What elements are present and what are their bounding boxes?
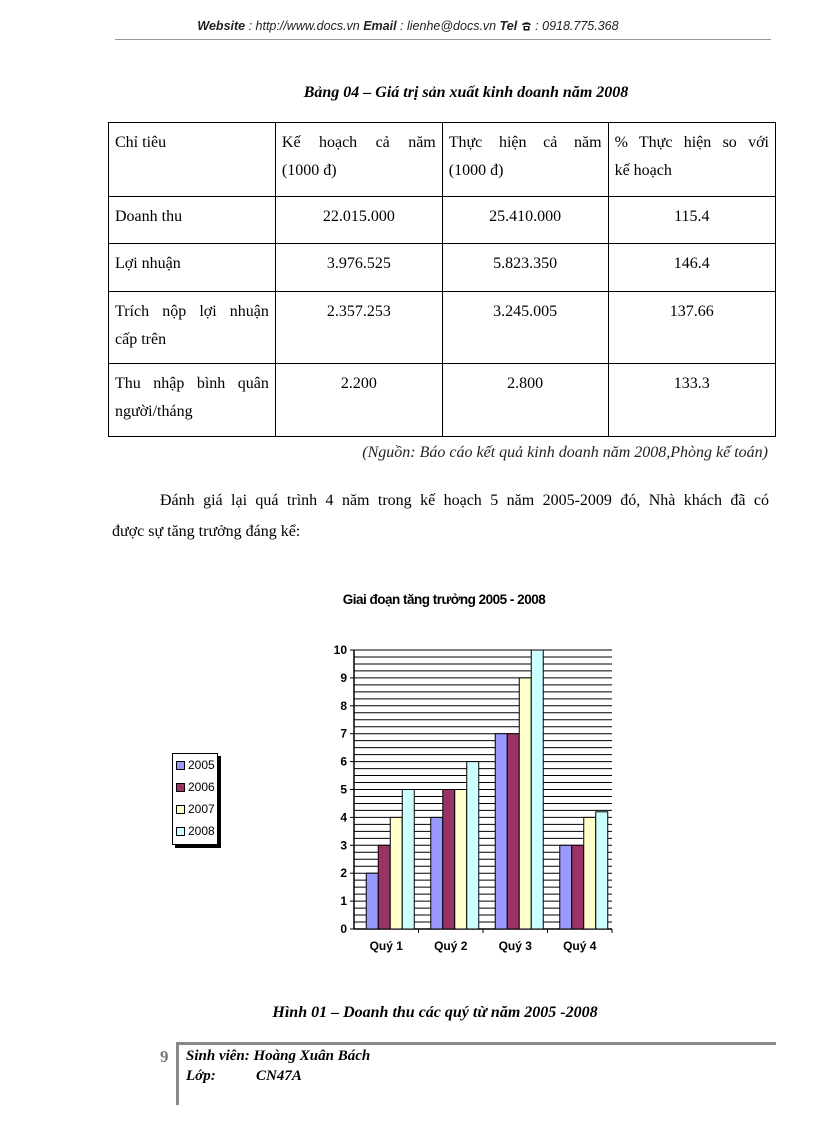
legend-item bbox=[173, 776, 217, 798]
plan-value: 2.200 bbox=[275, 364, 442, 437]
bar bbox=[572, 845, 584, 929]
row-label: Lợi nhuận bbox=[109, 244, 276, 292]
bar bbox=[584, 817, 596, 929]
row-label: Thu nhập bình quân người/tháng bbox=[109, 364, 276, 437]
website-value[interactable]: : http://www.docs.vn bbox=[245, 19, 364, 33]
y-tick-label: 9 bbox=[340, 670, 347, 685]
legend-label: 2008 bbox=[188, 824, 215, 838]
student-label: Sinh viên: bbox=[186, 1048, 250, 1064]
body-paragraph bbox=[112, 485, 769, 547]
plan-value: 3.976.525 bbox=[275, 244, 442, 292]
y-tick-label: 2 bbox=[340, 866, 347, 881]
legend-label: 2005 bbox=[188, 758, 215, 772]
page-header bbox=[0, 19, 816, 33]
y-tick-label: 5 bbox=[340, 782, 347, 797]
legend-swatch bbox=[176, 783, 185, 792]
bar bbox=[443, 790, 455, 930]
y-tick-label: 7 bbox=[340, 726, 347, 741]
phone-icon bbox=[521, 21, 532, 31]
email-value[interactable]: : lienhe@docs.vn bbox=[396, 19, 500, 33]
actual-value: 3.245.005 bbox=[442, 292, 608, 364]
footer-vertical-rule bbox=[176, 1042, 179, 1105]
bar bbox=[467, 762, 479, 929]
percent-value: 137.66 bbox=[608, 292, 775, 364]
percent-value: 133.3 bbox=[608, 364, 775, 437]
table-row bbox=[109, 364, 776, 437]
bar bbox=[390, 817, 402, 929]
row-label: Trích nộp lợi nhuận cấp trên bbox=[109, 292, 276, 364]
footer-divider bbox=[176, 1042, 776, 1045]
table-source-note: (Nguồn: Báo cáo kết quả kinh doanh năm 2008,Phòng kế toán) bbox=[362, 444, 768, 461]
bar bbox=[507, 734, 519, 929]
header-cell-plan: Kế hoạch cả năm (1000 đ) bbox=[275, 123, 442, 197]
bar bbox=[402, 790, 414, 930]
plan-value: 22.015.000 bbox=[275, 197, 442, 244]
legend-swatch bbox=[176, 827, 185, 836]
page-number: 9 bbox=[160, 1047, 169, 1066]
y-tick-label: 1 bbox=[340, 894, 347, 909]
x-tick-label: Quý 4 bbox=[563, 939, 597, 953]
table-title: Bảng 04 – Giá trị sản xuất kinh doanh năm 2008 bbox=[303, 84, 629, 101]
bar bbox=[366, 873, 378, 929]
bar bbox=[560, 845, 572, 929]
bar bbox=[495, 734, 507, 929]
website-label: Website bbox=[197, 19, 246, 33]
y-tick-label: 0 bbox=[340, 922, 347, 936]
class-label: Lớp: bbox=[186, 1068, 216, 1084]
chart-legend bbox=[172, 753, 218, 845]
figure-caption: Hình 01 – Doanh thu các quý từ năm 2005 -2008 bbox=[272, 1004, 598, 1021]
footer-info bbox=[186, 1046, 370, 1086]
plan-value: 2.357.253 bbox=[275, 292, 442, 364]
header-cell-actual: Thực hiện cả năm (1000 đ) bbox=[442, 123, 608, 197]
table-row bbox=[109, 244, 776, 292]
bar bbox=[596, 812, 608, 929]
y-tick-label: 3 bbox=[340, 838, 347, 853]
student-name: Hoàng Xuân Bách bbox=[253, 1048, 371, 1064]
table-row bbox=[109, 197, 776, 244]
paragraph-line-1: Đánh giá lại quá trình 4 năm trong kế hoạch 5 năm 2005-2009 đó, Nhà khách đã có bbox=[160, 492, 769, 509]
legend-item bbox=[173, 798, 217, 820]
table-header-row bbox=[109, 123, 776, 197]
x-tick-label: Quý 3 bbox=[498, 939, 532, 953]
bar bbox=[378, 845, 390, 929]
class-name: CN47A bbox=[256, 1068, 302, 1084]
table-row bbox=[109, 292, 776, 364]
bar bbox=[519, 678, 531, 929]
legend-item bbox=[173, 754, 217, 776]
bar bbox=[455, 790, 467, 930]
email-label: Email bbox=[363, 19, 397, 33]
header-cell-indicator: Chỉ tiêu bbox=[109, 123, 276, 197]
y-tick-label: 8 bbox=[340, 698, 347, 713]
paragraph-line-2: được sự tăng trưởng đáng kể: bbox=[112, 523, 301, 540]
legend-item bbox=[173, 820, 217, 842]
actual-value: 2.800 bbox=[442, 364, 608, 437]
header-cell-percent: % Thực hiện so với kế hoạch bbox=[608, 123, 775, 197]
legend-swatch bbox=[176, 805, 185, 814]
actual-value: 25.410.000 bbox=[442, 197, 608, 244]
x-tick-label: Quý 2 bbox=[434, 939, 468, 953]
y-tick-label: 4 bbox=[340, 810, 347, 825]
header-divider bbox=[115, 39, 771, 40]
percent-value: 146.4 bbox=[608, 244, 775, 292]
chart-title: Giai đoạn tăng trưởng 2005 - 2008 bbox=[342, 592, 546, 607]
tel-label: Tel bbox=[499, 19, 518, 33]
bar bbox=[531, 650, 543, 929]
actual-value: 5.823.350 bbox=[442, 244, 608, 292]
growth-bar-chart bbox=[320, 638, 620, 964]
production-value-table bbox=[108, 122, 776, 437]
bar bbox=[431, 817, 443, 929]
y-tick-label: 6 bbox=[340, 754, 347, 769]
legend-label: 2007 bbox=[188, 802, 215, 816]
row-label: Doanh thu bbox=[109, 197, 276, 244]
legend-label: 2006 bbox=[188, 780, 215, 794]
legend-swatch bbox=[176, 761, 185, 770]
tel-value: : 0918.775.368 bbox=[531, 19, 619, 33]
y-tick-label: 10 bbox=[333, 643, 347, 657]
x-tick-label: Quý 1 bbox=[369, 939, 403, 953]
percent-value: 115.4 bbox=[608, 197, 775, 244]
